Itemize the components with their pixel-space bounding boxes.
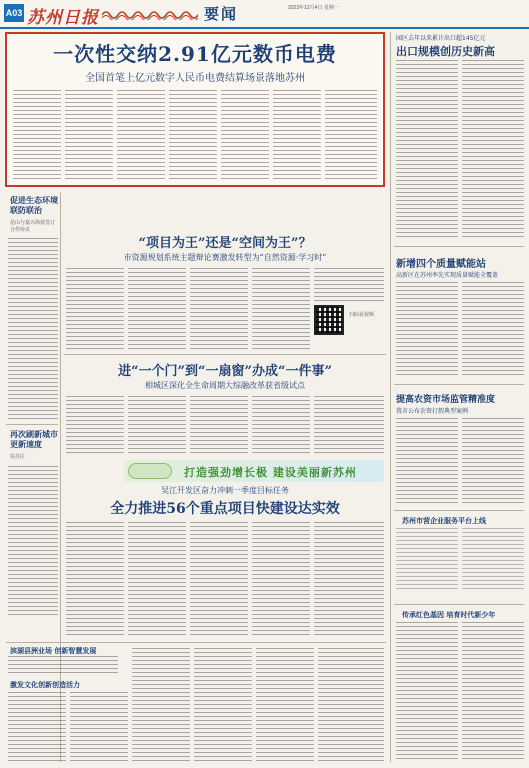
story3-body-2 [128,396,186,454]
column-divider [390,32,391,762]
left-column-divider [60,192,61,762]
lead-subheadline: 全国首笔上亿元数字人民币电费结算场景落地苏州 [85,73,305,84]
lead-body-col-3 [117,90,165,182]
lead-body-col-1 [13,90,61,182]
story4-body-1 [66,522,124,638]
right-bottom-body-1 [396,622,458,762]
campaign-banner [124,460,384,482]
bottom-left-headline-2: 激发文化创新创造活力 [10,681,80,689]
lead-body-col-4 [169,90,217,182]
story3-body-1 [66,396,124,454]
page-number: A03 [4,4,24,22]
right-box-body-1 [396,528,458,592]
masthead [0,0,529,28]
qr-code-icon [314,305,344,335]
bottom-left-body-1 [8,656,118,676]
bottom-left-body-3 [70,692,128,762]
banner-slogan: 打造强劲增长极 建设美丽新苏州 [184,466,357,479]
lead-body-col-2 [65,90,113,182]
story4-headline: 全力推进56个重点项目快建设达实效 [110,501,340,517]
story4-body-5 [314,522,384,638]
masthead-rule [0,27,529,29]
story4-body-4 [252,522,310,638]
paper-name: 苏州日报 [27,8,99,27]
lead-body-col-6 [273,90,321,182]
banner-logo-icon [128,463,172,479]
left-headline-1: 促进生态环境联防联治 [10,196,58,215]
left-subhead-2: 姑苏区 [10,454,26,460]
story3-body-4 [252,396,310,454]
story3-body-3 [190,396,248,454]
right-top-body-2 [462,60,524,240]
dateline: 2023年12月4日 星期一 [288,5,339,11]
right-bottom-headline: 传承红色基因 培育时代新少年 [402,611,496,619]
story4-kicker: 吴江开发区奋力冲刺一季度目标任务 [161,486,289,495]
right-low-headline: 提高农资市场监管精准度 [396,395,496,405]
right-box-body-2 [462,528,524,592]
story3-subheadline: 相城区深化全生命周期大综融改革获省级试点 [145,381,305,390]
right-mid-headline: 新增四个质量赋能站 [396,259,486,270]
story3-body-5 [314,396,384,454]
right-low-body-1 [396,418,458,506]
story2-body-3 [190,268,248,350]
story2-body-4 [252,268,310,350]
lead-story [5,32,385,187]
bottom-left-body-2 [8,692,66,762]
qr-caption: 扫码看视频 [349,312,375,318]
bottom-mid-body-2 [194,648,252,762]
section-name: 要闻 [204,7,239,23]
lead-headline: 一次性交纳2.91亿元数币电费 [53,42,337,66]
right-top-body-1 [396,60,458,240]
right-box-headline: 苏州市营企业服务平台上线 [402,517,486,525]
bottom-mid-body-3 [256,648,314,762]
bottom-left-headline-1: 滨湖县洲业场 创新智慧发展 [10,647,97,655]
story3-headline: 进“一个门”到“一扇窗”办成“一件事” [118,364,332,379]
right-mid-body-2 [462,282,524,378]
left-body-1 [8,238,58,420]
story2-headline: “项目为王”还是“空间为王”？ [138,236,312,251]
right-mid-body-1 [396,282,458,378]
story4-body-2 [128,522,186,638]
right-mid-subheadline: 高新区在苏州率先实现质量赋能全覆盖 [396,272,499,279]
right-low-body-2 [462,418,524,506]
story2-body-2 [128,268,186,350]
lead-body-col-5 [221,90,269,182]
story4-body-3 [190,522,248,638]
right-bottom-body-2 [462,622,524,762]
right-low-subheadline: 我市公布农资打假典型案例 [396,408,469,415]
left-subhead-1: 昆山与嘉兴海盐签订合作协议 [10,220,56,233]
bottom-mid-body-1 [132,648,190,762]
story2-body-1 [66,268,124,350]
left-headline-2: 再次刷新城市更新速度 [10,430,58,449]
left-body-2 [8,466,58,616]
story2-subheadline: 市资源规划系统主题辩论赛激发转型为“自然资源·学习时” [123,253,327,262]
wave-decoration-icon [102,6,198,20]
bottom-mid-body-4 [318,648,384,762]
right-top-kicker: 园区去年以来累计出口超145亿元 [396,35,486,42]
lead-body-col-7 [325,90,377,182]
story2-body-5 [314,268,384,302]
right-top-headline: 出口规模创历史新高 [396,45,495,58]
